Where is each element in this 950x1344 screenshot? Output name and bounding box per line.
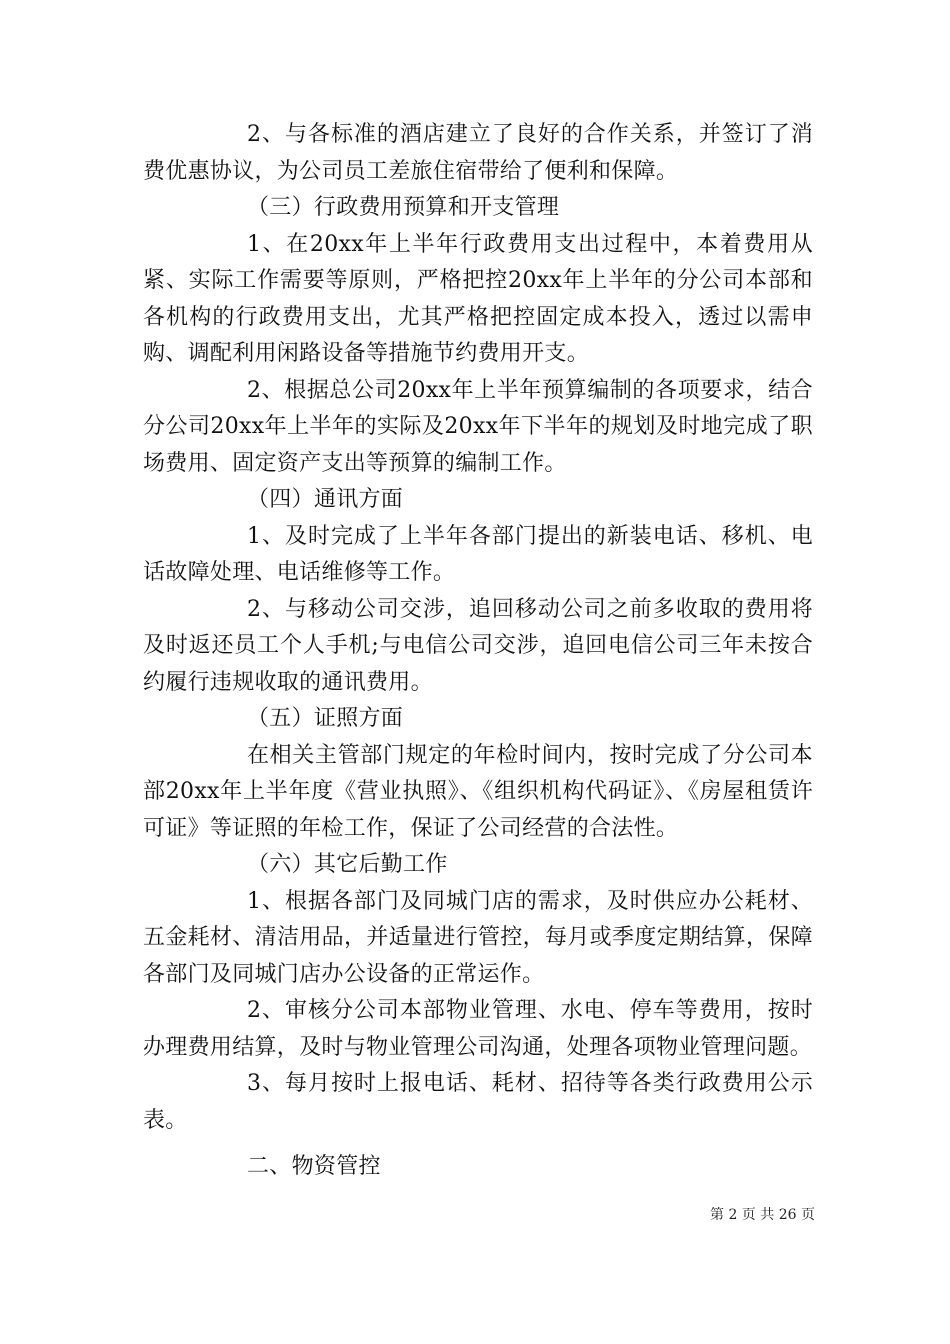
paragraph-expense-control: 1、在20xx年上半年行政费用支出过程中，本着费用从紧、实际工作需要等原则，严格把控20xx年上半年的分公司本部和各机构的行政费用支出，尤其严格把控固定成本投入，透过以需申购、调配利用闲路设备等措施节约费用开支。 [143,231,813,366]
paragraph-office-supplies: 1、根据各部门及同城门店的需求，及时供应办公耗材、五金耗材、清洁用品，并适量进行管控，每月或季度定期结算，保障各部门及同城门店办公设备的正常运作。 [143,888,813,987]
paragraph-budget-preparation: 2、根据总公司20xx年上半年预算编制的各项要求，结合分公司20xx年上半年的实际及20xx年下半年的规划及时地完成了职场费用、固定资产支出等预算的编制工作。 [143,377,813,476]
paragraph-license-inspection: 在相关主管部门规定的年检时间内，按时完成了分公司本部20xx年上半年度《营业执照》、《组织机构代码证》、《房屋租赁许可证》等证照的年检工作，保证了公司经营的合法性。 [143,742,813,841]
paragraph-property-fees: 2、审核分公司本部物业管理、水电、停车等费用，按时办理费用结算，及时与物业管理公司沟通，处理各项物业管理问题。 [143,998,813,1060]
page-number-footer: 第 2 页 共 26 页 [710,1207,815,1223]
section-heading-admin-budget: （三）行政费用预算和开支管理 [247,195,560,220]
paragraph-carrier-negotiation: 2、与移动公司交涉，追回移动公司之前多收取的费用将及时返还员工个人手机;与电信公司交涉，追回电信公司三年未按合约履行违规收取的通讯费用。 [143,596,813,695]
section-heading-communications: （四）通讯方面 [247,487,404,512]
paragraph-phone-installation: 1、及时完成了上半年各部门提出的新装电话、移机、电话故障处理、电话维修等工作。 [143,523,813,585]
section-heading-other-logistics: （六）其它后勤工作 [247,852,448,877]
document-body [143,117,813,1186]
paragraph-hotel-cooperation: 2、与各标准的酒店建立了良好的合作关系，并签订了消费优惠协议，为公司员工差旅住宿带给了便利和保障。 [143,122,813,184]
section-heading-licenses: （五）证照方面 [247,706,404,731]
paragraph-expense-reporting: 3、每月按时上报电话、耗材、招待等各类行政费用公示表。 [143,1071,813,1133]
section-heading-materials-control: 二、物资管控 [247,1154,381,1179]
